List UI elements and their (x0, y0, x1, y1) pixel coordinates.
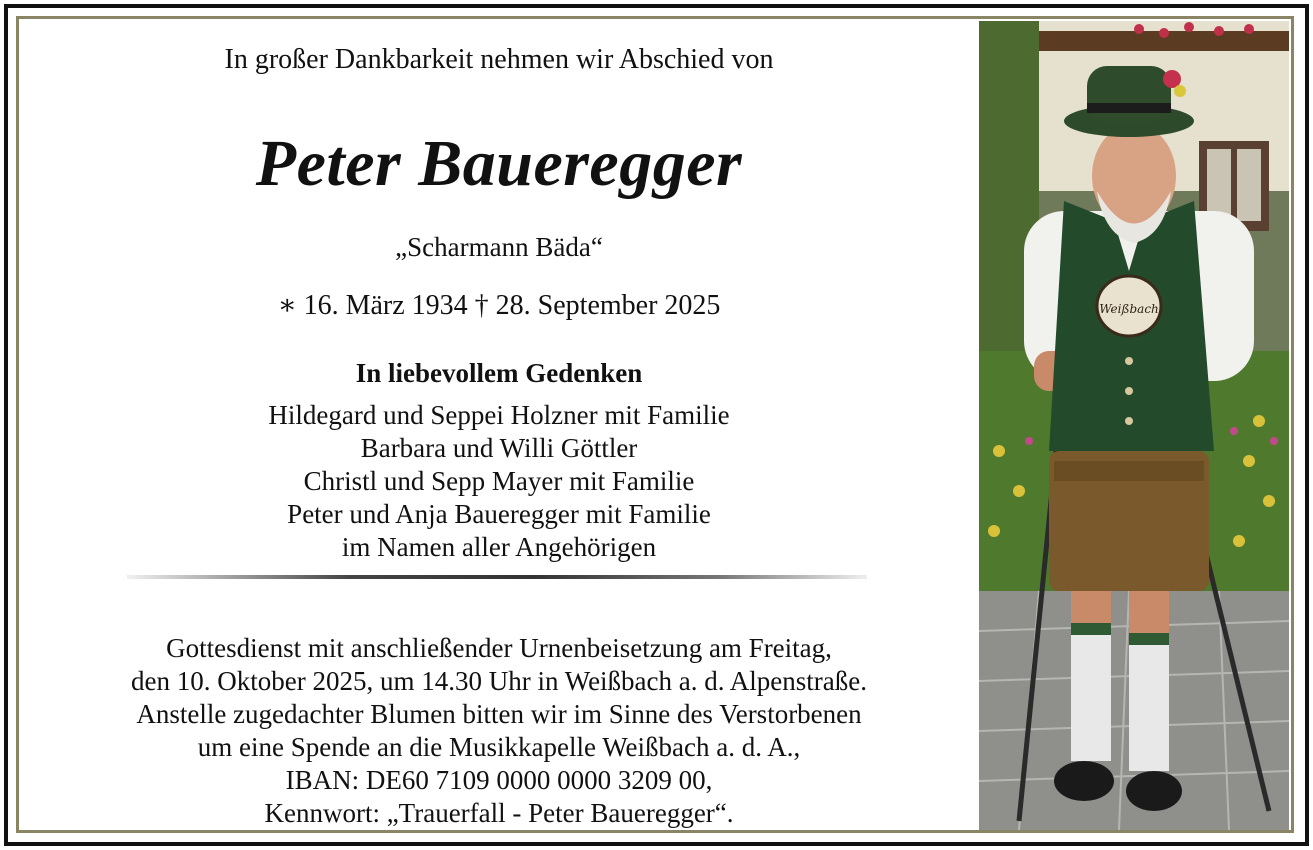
service-line: den 10. Oktober 2025, um 14.30 Uhr in Weißbach a. d. Alpenstraße. (131, 666, 867, 696)
mourner-line: Barbara und Willi Göttler (360, 433, 638, 463)
mourner-line: Peter und Anja Baueregger mit Familie (287, 499, 711, 529)
portrait-photo (979, 21, 1289, 830)
deceased-name: Peter Baueregger (255, 127, 743, 200)
service-details (20, 632, 978, 830)
service-line: Gottesdienst mit anschließender Urnenbeisetzung am Freitag, (166, 633, 832, 663)
notice-text-column (20, 22, 978, 832)
vest-badge-text: Weißbach (1099, 302, 1159, 316)
mourners-list (20, 399, 978, 564)
mourner-line: Hildegard und Seppei Holzner mit Familie (268, 400, 730, 430)
service-line: Anstelle zugedachter Blumen bitten wir im Sinne des Verstorbenen (136, 699, 862, 729)
service-line: IBAN: DE60 7109 0000 0000 3209 00, (285, 765, 713, 795)
mourner-line: Christl und Sepp Mayer mit Familie (303, 466, 695, 496)
divider-line (127, 575, 867, 579)
intro-line: In großer Dankbarkeit nehmen wir Abschied von (224, 44, 774, 75)
portrait-illustration (979, 21, 1289, 830)
nickname: „Scharmann Bäda“ (395, 232, 603, 262)
mourning-heading: In liebevollem Gedenken (355, 358, 643, 388)
service-line: um eine Spende an die Musikkapelle Weißbach a. d. A., (197, 732, 801, 762)
service-line: Kennwort: „Trauerfall - Peter Baueregger“. (264, 798, 734, 828)
mourner-line: im Namen aller Angehörigen (341, 532, 657, 562)
life-dates: ∗ 16. März 1934 † 28. September 2025 (277, 290, 721, 321)
